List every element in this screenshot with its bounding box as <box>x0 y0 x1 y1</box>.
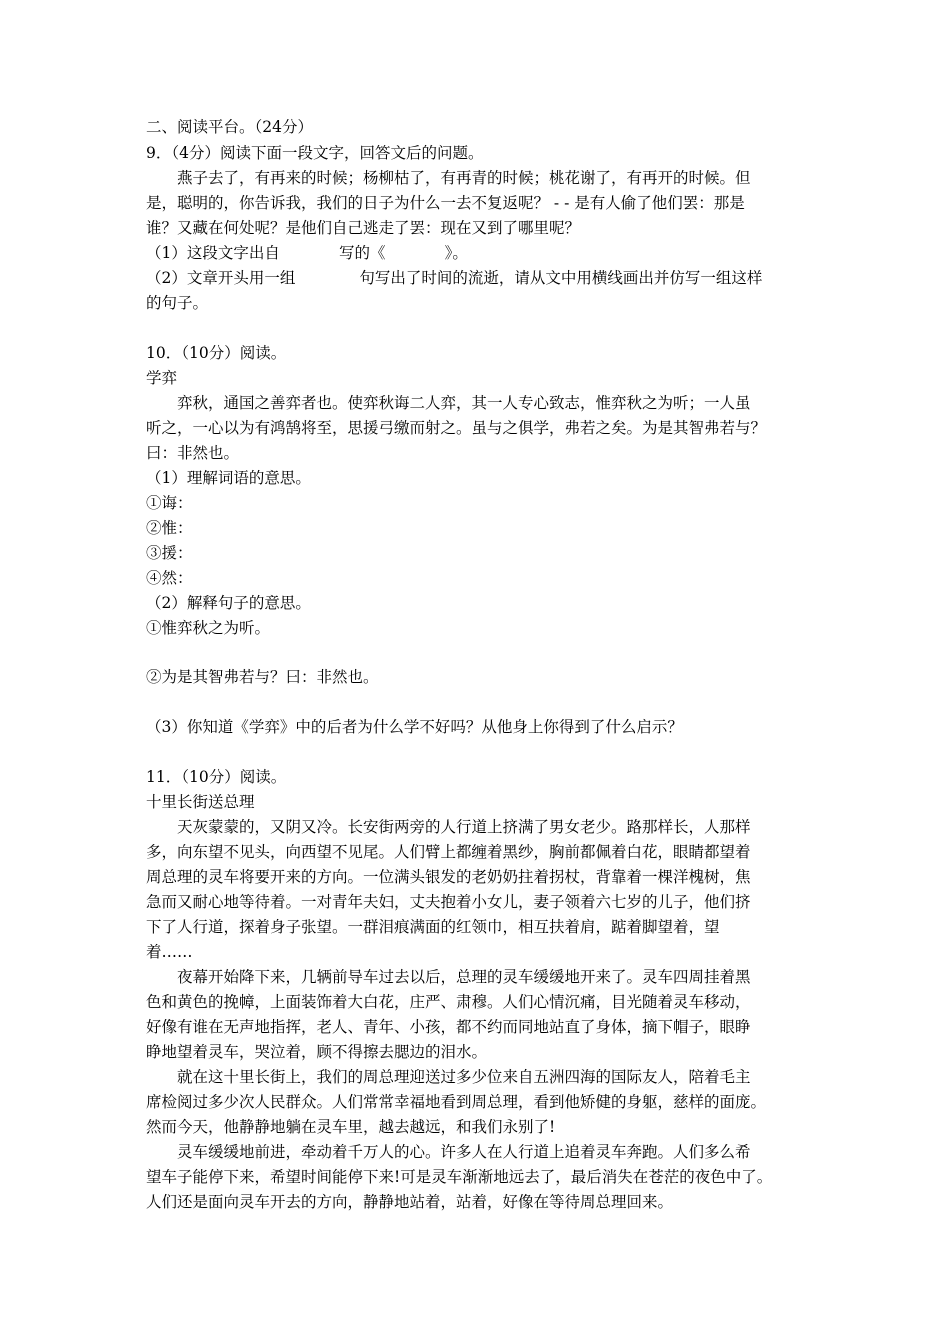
question-9-sub1: （1）这段文字出自 写的《 》。 <box>146 244 468 262</box>
question-9-passage-line: 燕子去了，有再来的时候；杨柳枯了，有再青的时候；桃花谢了，有再开的时候。但 <box>177 169 751 187</box>
question-11-para3-line: 然而今天，他静静地躺在灵车里，越去越远，和我们永别了! <box>146 1118 556 1136</box>
question-11-para2-line: 好像有谁在无声地指挥，老人、青年、小孩，都不约而同地站直了身体，摘下帽子，眼睁 <box>146 1018 751 1036</box>
question-10-word-item: ①诲： <box>146 494 193 512</box>
question-10-passage-line: 听之，一心以为有鸿鹄将至，思援弓缴而射之。虽与之俱学，弗若之矣。为是其智弗若与？ <box>146 419 767 437</box>
question-10-sub2: （2）解释句子的意思。 <box>146 594 311 612</box>
question-11-para4-line: 望车子能停下来，希望时间能停下来!可是灵车渐渐地远去了，最后消失在苍茫的夜色中了。 <box>146 1168 773 1186</box>
question-11-para3-line: 席检阅过多少次人民群众。人们常常幸福地看到周总理，看到他矫健的身躯，慈样的面庞。 <box>146 1093 767 1111</box>
question-11-para2-line: 色和黄色的挽幛，上面装饰着大白花，庄严、肃穆。人们心情沉痛，目光随着灵车移动， <box>146 993 751 1011</box>
question-11-para1-line: 多，向东望不见头，向西望不见尾。人们臂上都缠着黑纱，胸前都佩着白花，眼睛都望着 <box>146 843 751 861</box>
question-11-header: 11．（10分）阅读。 <box>146 768 287 786</box>
question-9-header: 9．（4分）阅读下面一段文字，回答文后的问题。 <box>146 144 484 162</box>
question-10-sentence-2: ②为是其智弗若与？曰：非然也。 <box>146 668 379 686</box>
question-11-para2-line: 夜幕开始降下来，几辆前导车过去以后，总理的灵车缓缓地开来了。灵车四周挂着黑 <box>177 968 751 986</box>
question-10-word-item: ④然： <box>146 569 193 587</box>
question-11-para1-line: 天灰蒙蒙的，又阴又冷。长安街两旁的人行道上挤满了男女老少。路那样长，人那样 <box>177 818 751 836</box>
question-11-para1-line: 着…… <box>146 943 193 961</box>
question-10-word-item: ②惟： <box>146 519 193 537</box>
question-10-passage-line: 曰：非然也。 <box>146 444 240 462</box>
question-11-para1-line: 周总理的灵车将要开来的方向。一位满头银发的老奶奶拄着拐杖，背靠着一棵洋槐树，焦 <box>146 868 751 886</box>
question-11-para1-line: 下了人行道，探着身子张望。一群泪痕满面的红领巾，相互扶着肩，踮着脚望着，望 <box>146 918 720 936</box>
question-10-word-item: ③援： <box>146 544 193 562</box>
question-11-para3-line: 就在这十里长街上，我们的周总理迎送过多少位来自五洲四海的国际友人，陪着毛主 <box>177 1068 751 1086</box>
question-11-para4-line: 人们还是面向灵车开去的方向，静静地站着，站着，好像在等待周总理回来。 <box>146 1193 674 1211</box>
section-heading: 二、阅读平台。（24分） <box>146 118 313 136</box>
question-9-sub2-line: 的句子。 <box>146 294 209 312</box>
question-11-para1-line: 急而又耐心地等待着。一对青年夫妇，丈夫抱着小女儿，妻子领着六七岁的儿子，他们挤 <box>146 893 751 911</box>
question-9-passage-line: 谁？又藏在何处呢？是他们自己逃走了罢：现在又到了哪里呢？ <box>146 219 581 237</box>
question-10-title: 学弈 <box>146 369 178 387</box>
question-10-sub1: （1）理解词语的意思。 <box>146 469 311 487</box>
question-10-passage-line: 弈秋，通国之善弈者也。使弈秋诲二人弈，其一人专心致志，惟弈秋之为听；一人虽 <box>177 394 751 412</box>
question-11-para4-line: 灵车缓缓地前进，牵动着千万人的心。许多人在人行道上追着灵车奔跑。人们多么希 <box>177 1143 751 1161</box>
question-11-title: 十里长街送总理 <box>146 793 255 811</box>
question-9-sub2-line: （2）文章开头用一组 句写出了时间的流逝，请从文中用横线画出并仿写一组这样 <box>146 269 763 287</box>
question-10-sub3: （3）你知道《学弈》中的后者为什么学不好吗？从他身上你得到了什么启示？ <box>146 718 683 736</box>
question-10-sentence-1: ①惟弈秋之为听。 <box>146 619 271 637</box>
question-9-passage-line: 是，聪明的，你告诉我，我们的日子为什么一去不复返呢？ - - 是有人偷了他们罢：那是 <box>146 194 745 212</box>
question-11-para2-line: 睁地望着灵车，哭泣着，顾不得擦去腮边的泪水。 <box>146 1043 488 1061</box>
question-10-header: 10．（10分）阅读。 <box>146 344 287 362</box>
